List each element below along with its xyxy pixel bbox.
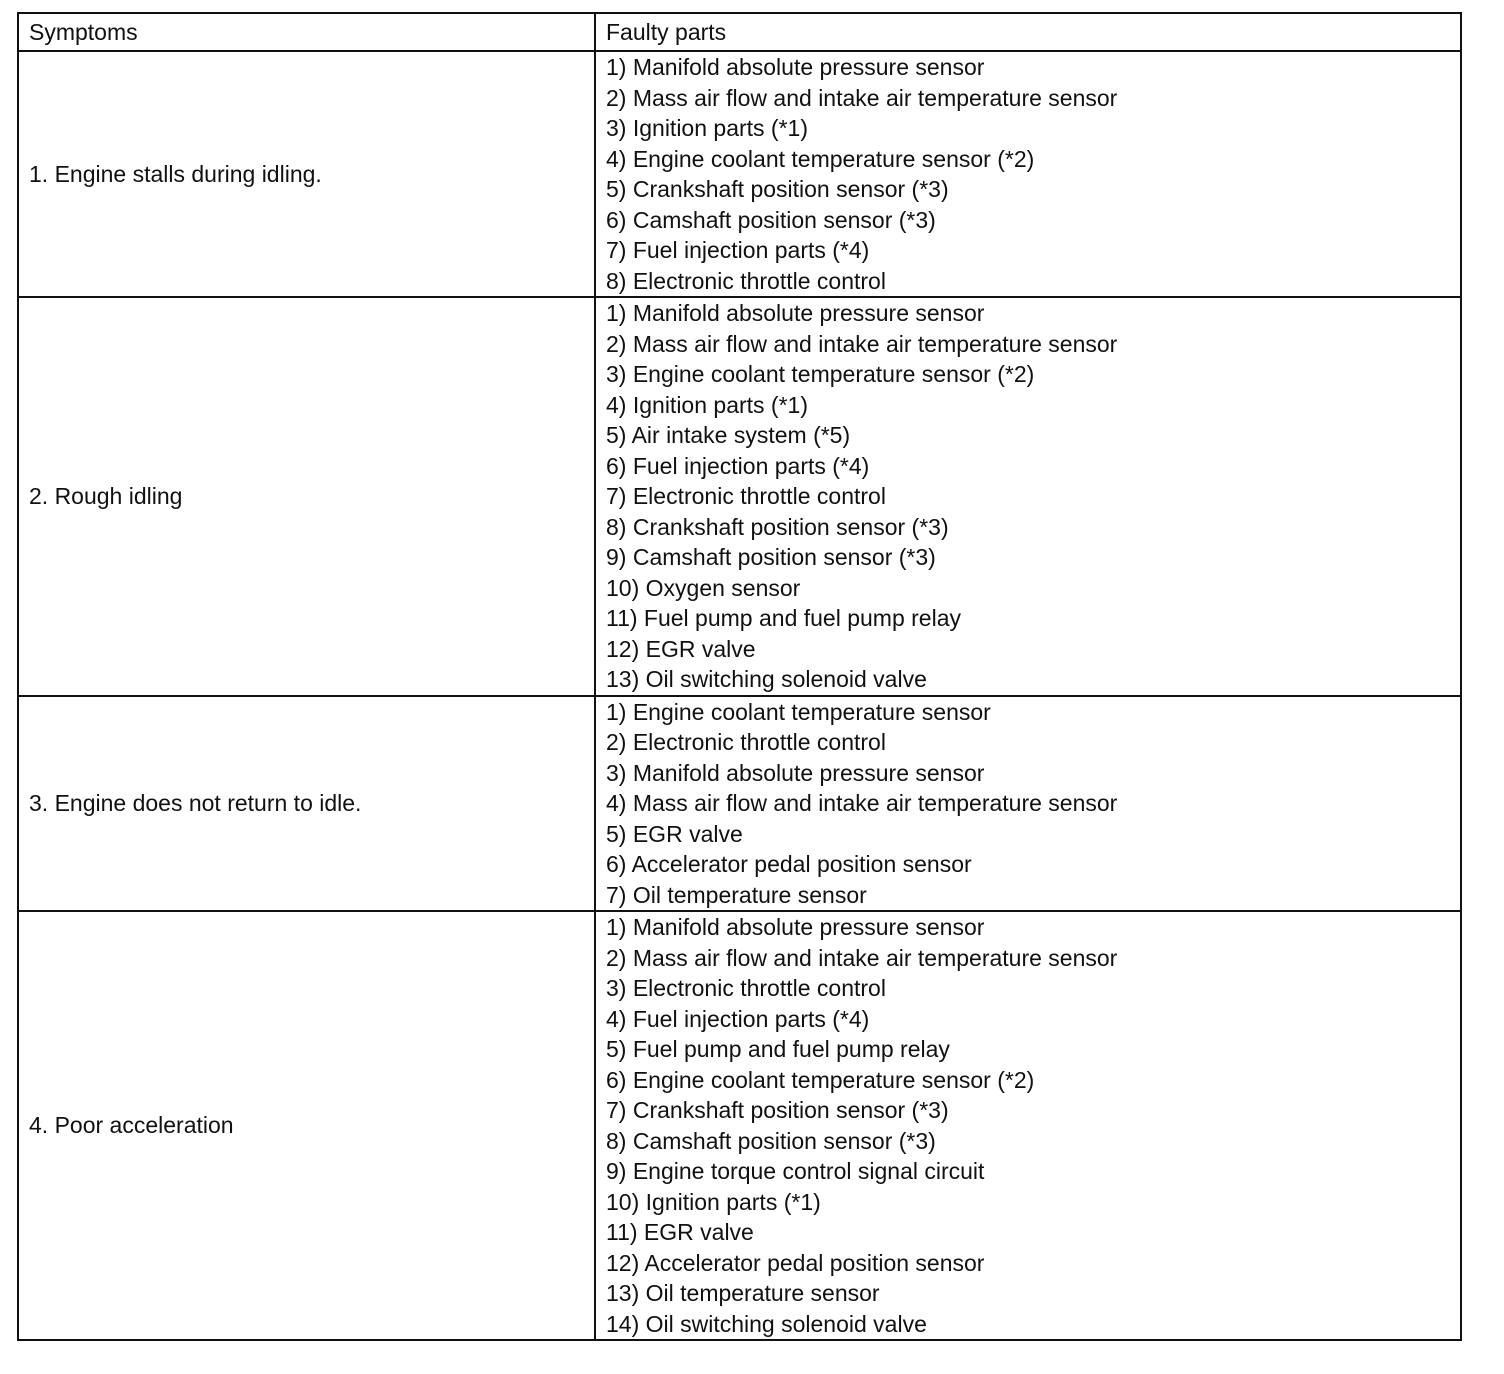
part-item: 11) EGR valve	[606, 1219, 754, 1245]
part-item: 4) Fuel injection parts (*4)	[606, 1005, 870, 1032]
symptom-cell: 2. Rough idling	[18, 297, 595, 696]
part-item: 9) Camshaft position sensor (*3)	[606, 544, 936, 570]
part-item: 6) Fuel injection parts (*4)	[606, 452, 870, 479]
header-row	[18, 13, 1461, 51]
part-item: 13) Oil switching solenoid valve	[606, 666, 927, 692]
part-item: 2) Electronic throttle control	[606, 729, 886, 755]
part-item: 11) Fuel pump and fuel pump relay	[606, 605, 961, 631]
table-row	[18, 696, 1461, 912]
part-item: 1) Engine coolant temperature sensor	[606, 698, 991, 725]
part-item: 9) Engine torque control signal circuit	[606, 1158, 985, 1184]
part-item: 8) Electronic throttle control	[606, 267, 886, 294]
part-item: 3) Ignition parts (*1)	[606, 115, 808, 141]
faulty-parts-header: Faulty parts	[595, 13, 1461, 51]
part-item: 4) Mass air flow and intake air temperature sensor	[606, 790, 1118, 816]
part-item: 3) Engine coolant temperature sensor (*2)	[606, 361, 1035, 387]
part-item: 1) Manifold absolute pressure sensor	[606, 54, 985, 80]
part-item: 1) Manifold absolute pressure sensor	[606, 300, 985, 326]
part-item: 4) Engine coolant temperature sensor (*2)	[606, 145, 1035, 172]
part-item: 2) Mass air flow and intake air temperature sensor	[606, 84, 1118, 111]
part-item: 6) Camshaft position sensor (*3)	[606, 206, 936, 233]
symptom-cell: 3. Engine does not return to idle.	[18, 696, 595, 912]
part-item: 12) EGR valve	[606, 635, 756, 662]
symptom-cell: 1. Engine stalls during idling.	[18, 51, 595, 297]
part-item: 3) Manifold absolute pressure sensor	[606, 759, 985, 786]
part-item: 7) Electronic throttle control	[606, 483, 886, 509]
part-item: 4) Ignition parts (*1)	[606, 391, 808, 418]
table-body	[18, 51, 1461, 1340]
part-item: 7) Fuel injection parts (*4)	[606, 237, 870, 263]
symptom-cell: 4. Poor acceleration	[18, 911, 595, 1340]
table-row	[18, 911, 1461, 1340]
part-item: 7) Oil temperature sensor	[606, 881, 867, 908]
faulty-parts-cell	[595, 297, 1461, 696]
part-item: 6) Accelerator pedal position sensor	[606, 851, 972, 877]
table-row	[18, 51, 1461, 297]
part-item: 14) Oil switching solenoid valve	[606, 1310, 927, 1337]
part-item: 10) Oxygen sensor	[606, 574, 801, 601]
table-row	[18, 297, 1461, 696]
part-item: 5) Air intake system (*5)	[606, 422, 851, 448]
part-item: 7) Crankshaft position sensor (*3)	[606, 1097, 949, 1123]
faulty-parts-cell	[595, 911, 1461, 1340]
part-item: 6) Engine coolant temperature sensor (*2)	[606, 1066, 1035, 1093]
part-item: 5) Crankshaft position sensor (*3)	[606, 176, 949, 202]
part-item: 2) Mass air flow and intake air temperature sensor	[606, 330, 1118, 357]
part-item: 1) Manifold absolute pressure sensor	[606, 914, 985, 940]
symptom-table	[17, 12, 1462, 1341]
part-item: 5) Fuel pump and fuel pump relay	[606, 1036, 950, 1062]
faulty-parts-cell	[595, 696, 1461, 912]
part-item: 8) Camshaft position sensor (*3)	[606, 1127, 936, 1154]
part-item: 12) Accelerator pedal position sensor	[606, 1249, 985, 1276]
part-item: 2) Mass air flow and intake air temperature sensor	[606, 944, 1118, 971]
part-item: 10) Ignition parts (*1)	[606, 1188, 821, 1215]
faulty-parts-cell	[595, 51, 1461, 297]
part-item: 8) Crankshaft position sensor (*3)	[606, 513, 949, 540]
part-item: 13) Oil temperature sensor	[606, 1280, 880, 1306]
part-item: 3) Electronic throttle control	[606, 975, 886, 1001]
part-item: 5) EGR valve	[606, 820, 743, 847]
symptoms-header: Symptoms	[18, 13, 595, 51]
